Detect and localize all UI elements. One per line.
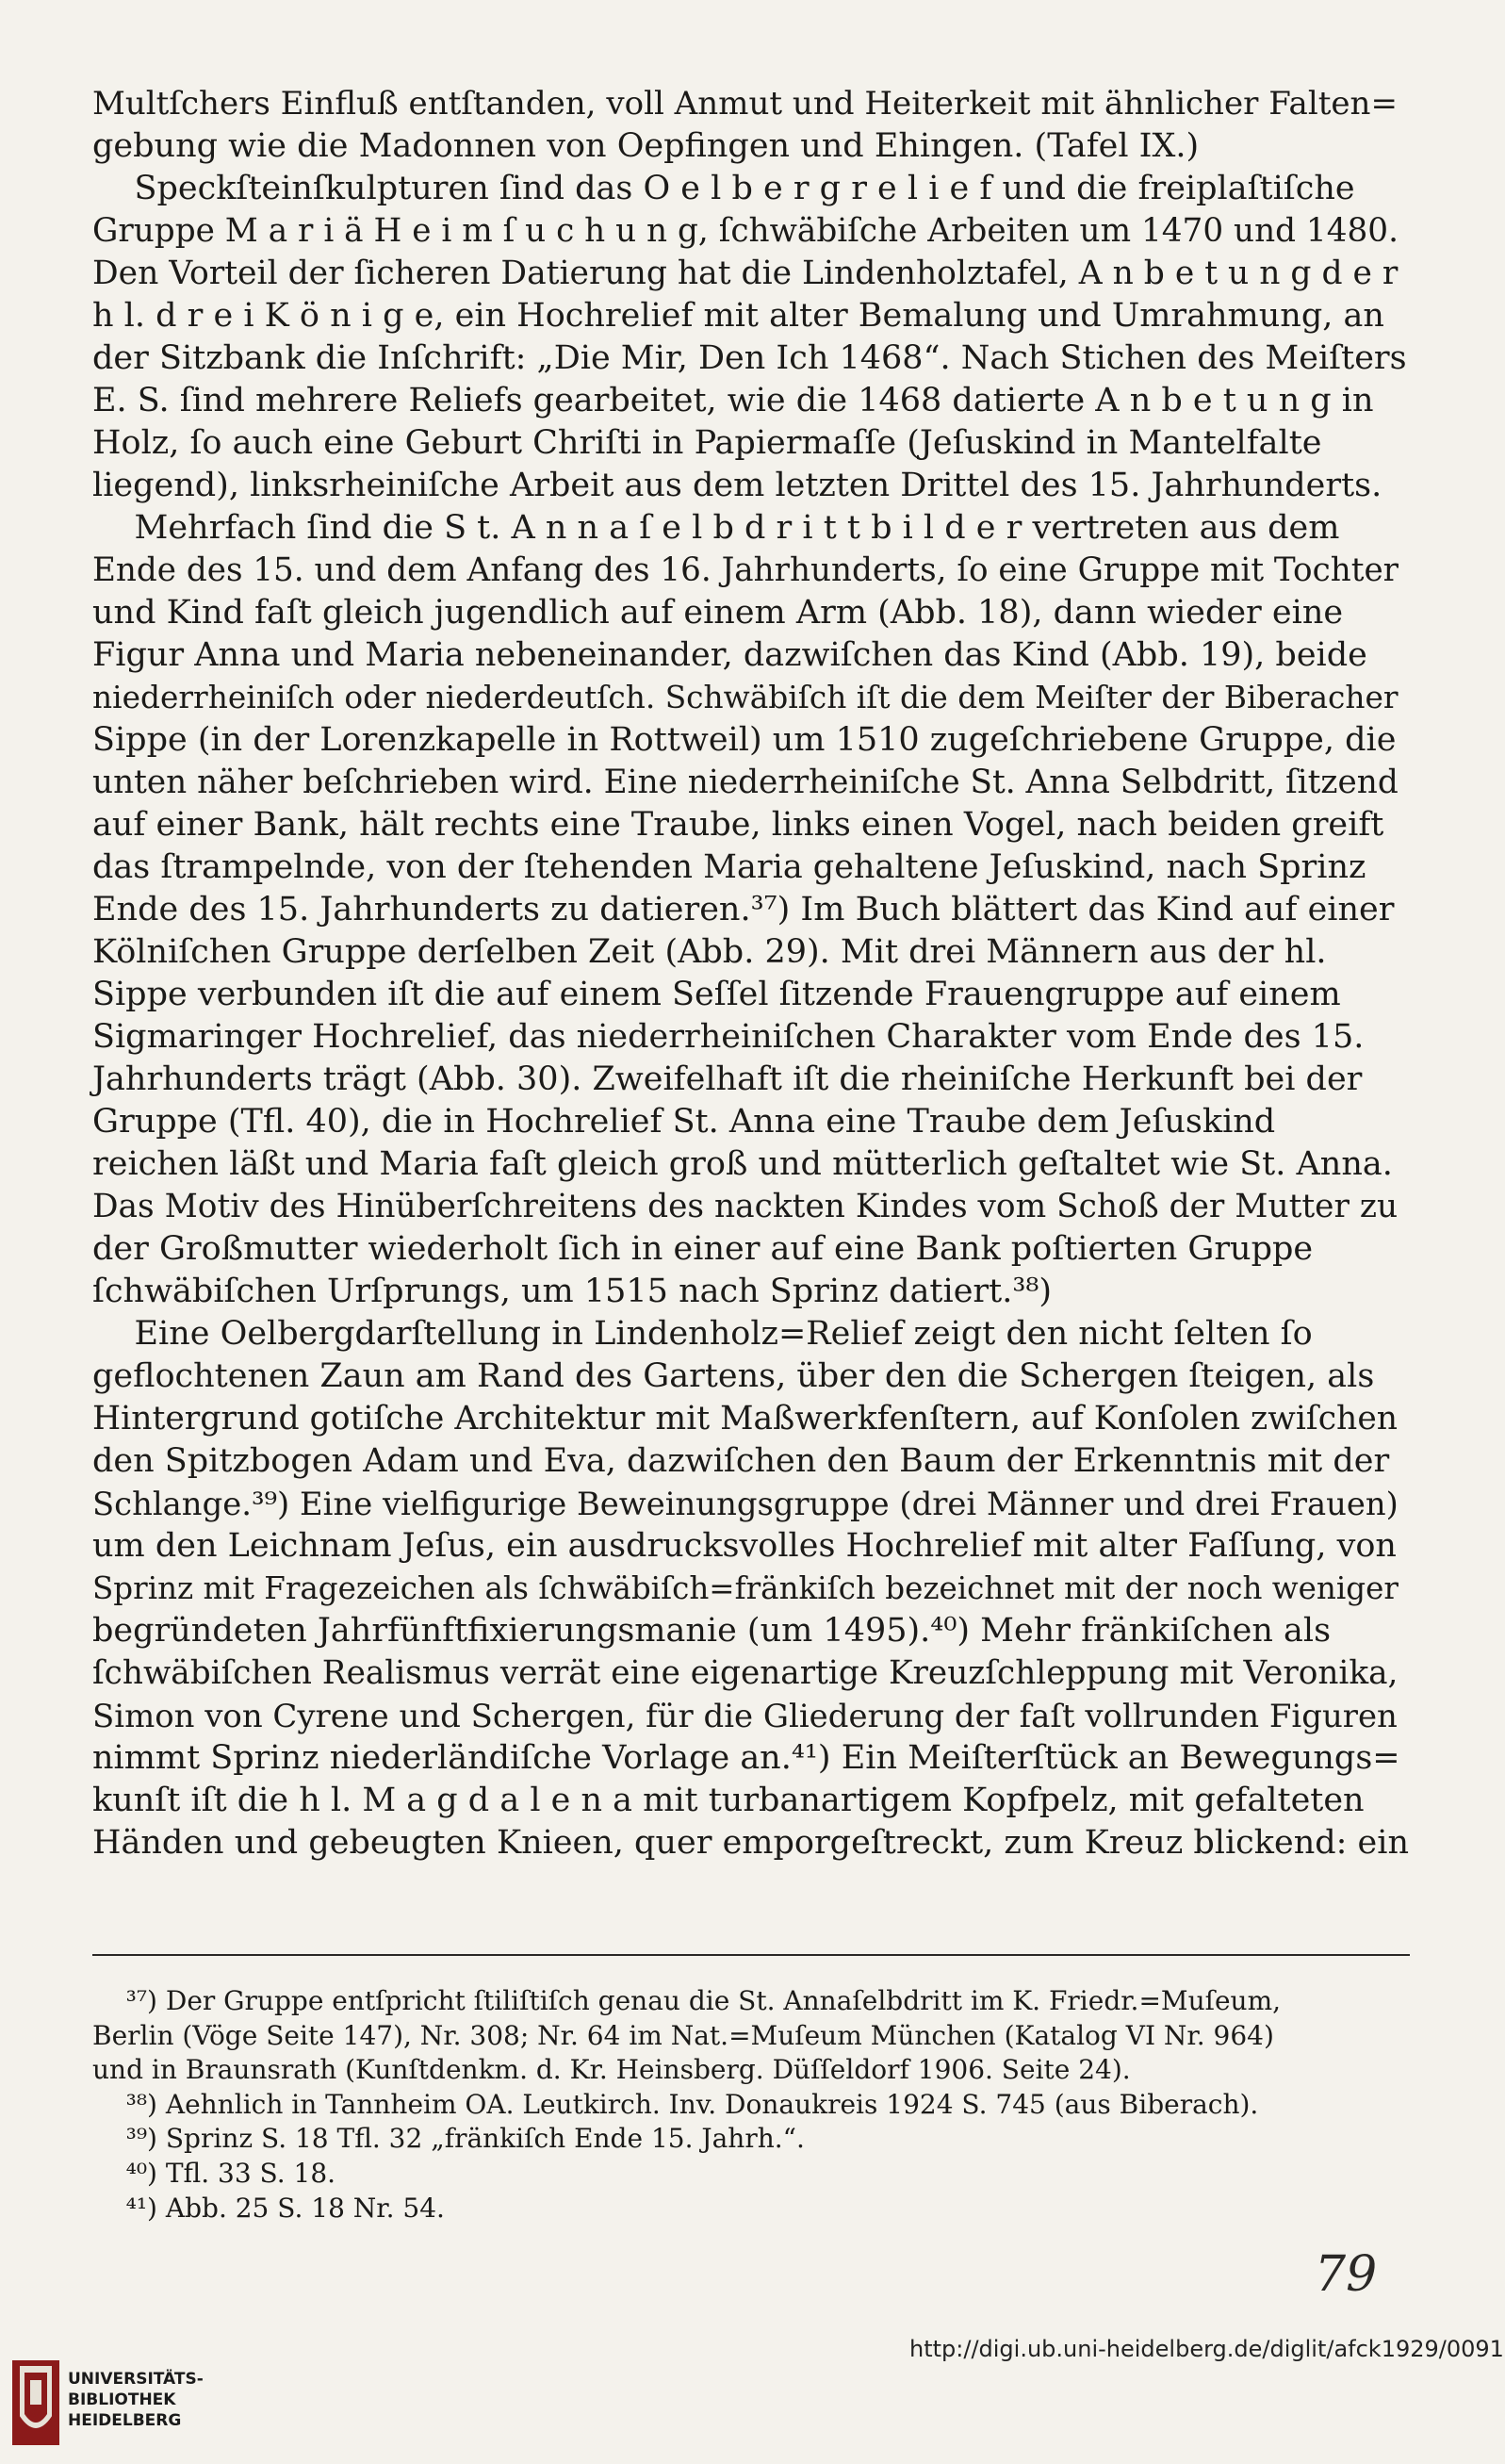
- footnote-line: ⁴⁰) Tfl. 33 S. 18.: [92, 2157, 336, 2189]
- footnote-line: ³⁸) Aehnlich in Tannheim OA. Leutkirch. Inv. Donaukreis 1924 S. 745 (aus Biberach).: [92, 2088, 1259, 2120]
- footnote-separator: [92, 1954, 1410, 1956]
- body-line: um den Leichnam Jeſus, ein ausdrucksvolles Hochrelief mit alter Faſſung, von: [92, 1527, 1397, 1565]
- body-line: Jahrhunderts trägt (Abb. 30). Zweifelhaft iſt die rheiniſche Herkunft bei der: [92, 1060, 1363, 1098]
- library-logo: [11, 2359, 214, 2454]
- logo-line-1: UNIVERSITÄTS-: [68, 2370, 204, 2389]
- footnote-line: ⁴¹) Abb. 25 S. 18 Nr. 54.: [92, 2192, 445, 2224]
- source-url[interactable]: http://digi.ub.uni-heidelberg.de/diglit/afck1929/0091: [909, 2336, 1504, 2362]
- body-line: Das Motiv des Hinüberſchreitens des nackten Kindes vom Schoß der Mutter zu: [92, 1188, 1399, 1225]
- library-emblem-icon: [11, 2359, 60, 2446]
- body-line: Holz, ſo auch eine Geburt Chriſti in Papiermaſſe (Jeſuskind in Mantelfalte: [92, 424, 1322, 462]
- logo-line-3: HEIDELBERG: [68, 2411, 182, 2430]
- body-line: Ende des 15. und dem Anfang des 16. Jahrhunderts, ſo eine Gruppe mit Tochter: [92, 551, 1399, 589]
- body-line: Figur Anna und Maria nebeneinander, dazwiſchen das Kind (Abb. 19), beide: [92, 636, 1367, 674]
- body-line: Gruppe M a r i ä H e i m ſ u c h u n g, ſchwäbiſche Arbeiten um 1470 und 1480.: [92, 212, 1399, 250]
- body-line: Eine Oelbergdarſtellung in Lindenholz=Relief zeigt den nicht ſelten ſo: [92, 1315, 1313, 1353]
- body-text: [92, 83, 1412, 1864]
- body-line: reichen läßt und Maria faſt gleich groß und mütterlich geſtaltet wie St. Anna.: [92, 1145, 1393, 1183]
- body-line: Sigmaringer Hochrelief, das niederrheiniſchen Charakter vom Ende des 15.: [92, 1018, 1365, 1056]
- body-line: Den Vorteil der ſicheren Datierung hat die Lindenholztafel, A n b e t u n g d e r: [92, 255, 1399, 292]
- page-number: 79: [1315, 2246, 1378, 2303]
- footnote-line: und in Braunsrath (Kunſtdenkm. d. Kr. Heinsberg. Düſſeldorf 1906. Seite 24).: [92, 2054, 1131, 2086]
- body-line: gebung wie die Madonnen von Oepfingen und Ehingen. (Tafel IX.): [92, 127, 1200, 165]
- body-line: niederrheiniſch oder niederdeutſch. Schwäbiſch iſt die dem Meiſter der Biberacher: [92, 680, 1399, 715]
- body-line: Speckſteinſkulpturen ſind das O e l b e r g r e l i e f und die freiplaſtiſche: [92, 170, 1355, 207]
- body-line: Gruppe (Tfl. 40), die in Hochrelief St. Anna eine Traube dem Jeſuskind: [92, 1103, 1276, 1141]
- body-line: Mehrfach ſind die S t. A n n a ſ e l b d r i t t b i l d e r vertreten aus dem: [92, 509, 1340, 547]
- footnotes: [92, 1984, 1412, 2226]
- body-line: Hintergrund gotiſche Architektur mit Maßwerkfenſtern, auf Konſolen zwiſchen: [92, 1400, 1399, 1437]
- body-line: Multſchers Einfluß entſtanden, voll Anmut und Heiterkeit mit ähnlicher Falten=: [92, 85, 1399, 123]
- body-line: nimmt Sprinz niederländiſche Vorlage an.⁴¹) Ein Meiſterſtück an Bewegungs=: [92, 1739, 1400, 1777]
- body-line: den Spitzbogen Adam und Eva, dazwiſchen den Baum der Erkenntnis mit der: [92, 1442, 1390, 1480]
- body-line: Sippe verbunden iſt die auf einem Seſſel ſitzende Frauengruppe auf einem: [92, 976, 1341, 1013]
- body-line: unten näher beſchrieben wird. Eine niederrheiniſche St. Anna Selbdritt, ſitzend: [92, 764, 1399, 801]
- footnote-line: ³⁹) Sprinz S. 18 Tfl. 32 „fränkiſch Ende 15. Jahrh.“.: [92, 2123, 805, 2155]
- body-line: Händen und gebeugten Knieen, quer emporgeſtreckt, zum Kreuz blickend: ein: [92, 1824, 1410, 1862]
- footnote-line: ³⁷) Der Gruppe entſpricht ſtiliſtiſch genau die St. Annaſelbdritt im K. Friedr.=Muſeum,: [92, 1985, 1282, 2016]
- body-line: Sprinz mit Fragezeichen als ſchwäbiſch=fränkiſch bezeichnet mit der noch weniger: [92, 1570, 1399, 1606]
- body-line: Simon von Cyrene und Schergen, für die Gliederung der faſt vollrunden Figuren: [92, 1698, 1398, 1734]
- body-line: Schlange.³⁹) Eine vielfigurige Beweinungsgruppe (drei Männer und drei Frauen): [92, 1486, 1399, 1522]
- footnote-line: Berlin (Vöge Seite 147), Nr. 308; Nr. 64 im Nat.=Muſeum München (Katalog VI Nr. 964): [92, 2019, 1274, 2051]
- logo-line-2: BIBLIOTHEK: [68, 2390, 176, 2409]
- body-line: ſchwäbiſchen Urſprungs, um 1515 nach Sprinz datiert.³⁸): [92, 1273, 1053, 1310]
- body-line: auf einer Bank, hält rechts eine Traube, links einen Vogel, nach beiden greift: [92, 806, 1384, 844]
- body-line: und Kind faſt gleich jugendlich auf einem Arm (Abb. 18), dann wieder eine: [92, 594, 1344, 632]
- body-line: das ſtrampelnde, von der ſtehenden Maria gehaltene Jeſuskind, nach Sprinz: [92, 848, 1366, 886]
- body-line: der Großmutter wiederholt ſich in einer auf eine Bank poſtierten Gruppe: [92, 1230, 1314, 1268]
- body-line: E. S. ſind mehrere Reliefs gearbeitet, wie die 1468 datierte A n b e t u n g in: [92, 382, 1374, 419]
- body-line: h l. d r e i K ö n i g e, ein Hochrelief mit alter Bemalung und Umrahmung, an: [92, 297, 1384, 335]
- body-line: der Sitzbank die Inſchrift: „Die Mir, Den Ich 1468“. Nach Stichen des Meiſters: [92, 339, 1407, 377]
- body-line: Ende des 15. Jahrhunderts zu datieren.³⁷) Im Buch blättert das Kind auf einer: [92, 891, 1395, 928]
- body-line: Kölniſchen Gruppe derſelben Zeit (Abb. 29). Mit drei Männern aus der hl.: [92, 933, 1327, 971]
- body-line: kunſt iſt die h l. M a g d a l e n a mit turbanartigem Kopfpelz, mit gefalteten: [92, 1782, 1365, 1819]
- body-line: ſchwäbiſchen Realismus verrät eine eigenartige Kreuzſchleppung mit Veronika,: [92, 1654, 1399, 1692]
- body-line: liegend), linksrheiniſche Arbeit aus dem letzten Drittel des 15. Jahrhunderts.: [92, 467, 1382, 504]
- body-line: Sippe (in der Lorenzkapelle in Rottweil) um 1510 zugeſchriebene Gruppe, die: [92, 721, 1397, 759]
- body-line: geflochtenen Zaun am Rand des Gartens, über den die Schergen ſteigen, als: [92, 1357, 1375, 1395]
- body-line: begründeten Jahrfünftfixierungsmanie (um 1495).⁴⁰) Mehr fränkiſchen als: [92, 1612, 1332, 1650]
